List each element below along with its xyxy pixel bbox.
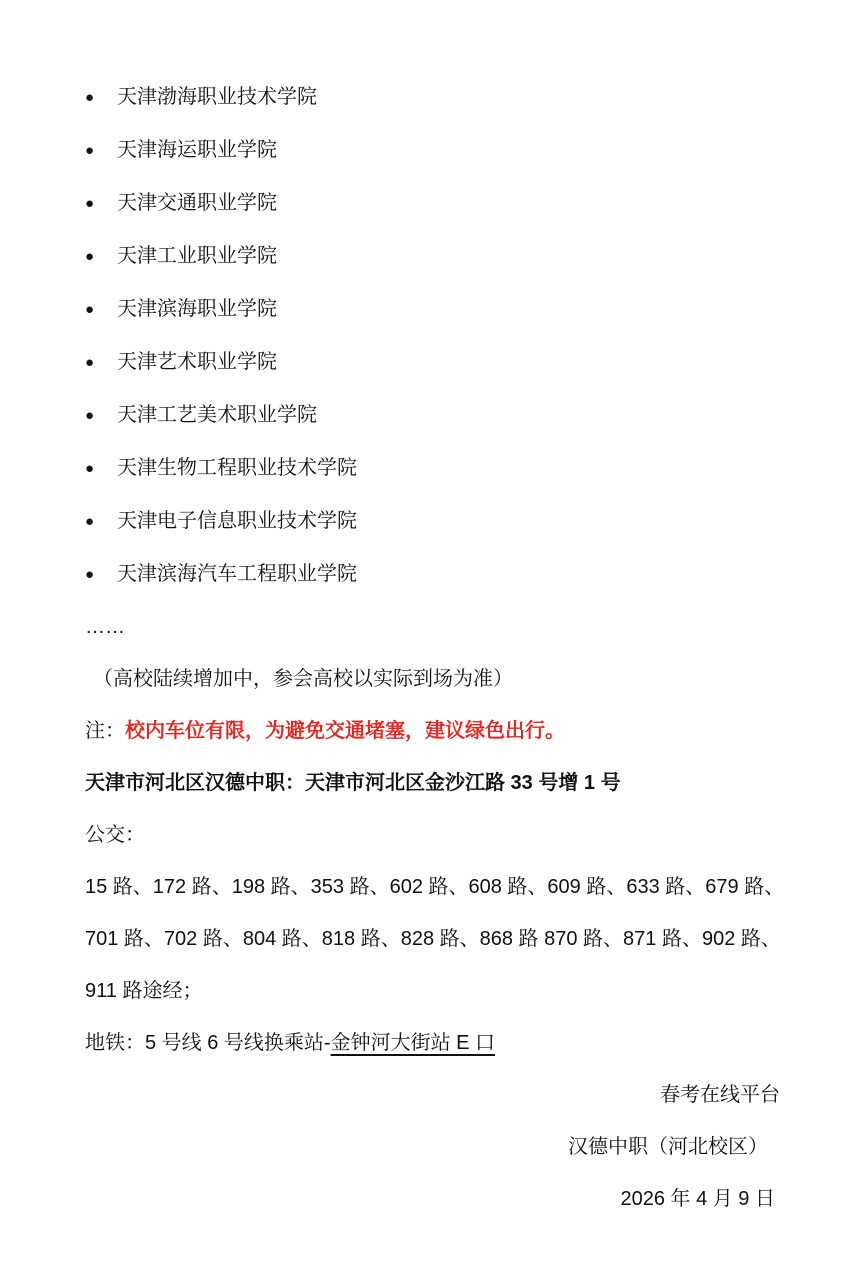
college-name: 天津滨海汽车工程职业学院 [117, 563, 357, 585]
signature-date: 2026 年 4 月 9 日 [620, 1188, 775, 1210]
metro-line [85, 1017, 780, 1069]
metro-station-name: 金钟河大街站 E 口 [330, 1032, 496, 1054]
list-item [85, 336, 780, 389]
bullet-icon: ● [85, 142, 95, 159]
bullet-icon: ● [85, 354, 95, 371]
bullet-icon: ● [85, 248, 95, 265]
bullet-icon: ● [85, 513, 95, 530]
college-name: 天津滨海职业学院 [117, 298, 277, 320]
bullet-icon: ● [85, 301, 95, 318]
signature-platform: 春考在线平台 [660, 1084, 780, 1106]
bullet-icon: ● [85, 89, 95, 106]
note-warning-text: 校内车位有限，为避免交通堵塞，建议绿色出行。 [125, 720, 565, 742]
list-item [85, 71, 780, 124]
list-item [85, 177, 780, 230]
list-item [85, 389, 780, 442]
college-list [85, 71, 780, 601]
bus-routes-line-1: 15 路、172 路、198 路、353 路、602 路、608 路、609 路、633 路、679 路、 [85, 876, 785, 898]
note-prefix: 注： [85, 720, 125, 742]
list-item [85, 283, 780, 336]
college-name: 天津交通职业学院 [117, 192, 277, 214]
bullet-icon: ● [85, 195, 95, 212]
bullet-icon: ● [85, 566, 95, 583]
signature-school: 汉德中职（河北校区） [568, 1136, 768, 1158]
college-name: 天津海运职业学院 [117, 139, 277, 161]
college-name: 天津渤海职业技术学院 [117, 86, 317, 108]
list-item [85, 495, 780, 548]
list-item [85, 230, 780, 283]
metro-prefix: 地铁：5 号线 6 号线换乘站- [85, 1032, 331, 1054]
college-name: 天津工艺美术职业学院 [117, 404, 317, 426]
ellipsis-line: …… [85, 616, 125, 638]
parenthetical-note: （高校陆续增加中，参会高校以实际到场为准） [93, 668, 513, 690]
bus-routes-line-3: 911 路途经； [85, 980, 203, 1002]
list-item [85, 124, 780, 177]
college-name: 天津艺术职业学院 [117, 351, 277, 373]
list-item [85, 548, 780, 601]
college-name: 天津工业职业学院 [117, 245, 277, 267]
school-address-line: 天津市河北区汉德中职：天津市河北区金沙江路 33 号增 1 号 [85, 772, 621, 794]
bus-label: 公交： [85, 824, 145, 846]
college-name: 天津生物工程职业技术学院 [117, 457, 357, 479]
bullet-icon: ● [85, 460, 95, 477]
college-name: 天津电子信息职业技术学院 [117, 510, 357, 532]
bullet-icon: ● [85, 407, 95, 424]
list-item [85, 442, 780, 495]
bus-routes-line-2: 701 路、702 路、804 路、818 路、828 路、868 路 870 路、871 路、902 路、 [85, 928, 781, 950]
parking-note [85, 705, 780, 757]
